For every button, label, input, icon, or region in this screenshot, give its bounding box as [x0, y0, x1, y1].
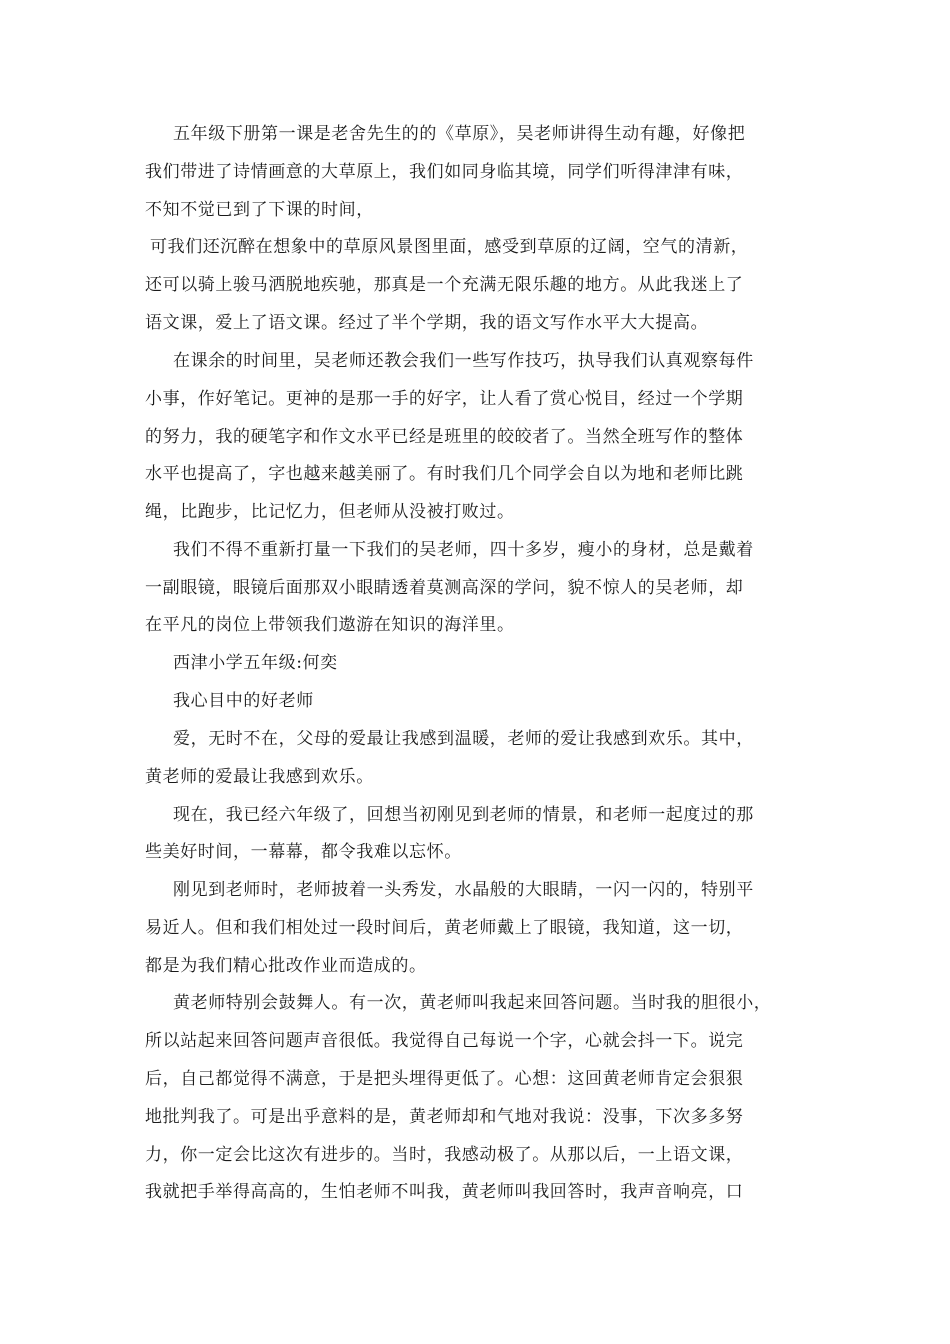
section-title: 我心目中的好老师: [173, 691, 314, 711]
text-line: 语文课，爱上了语文课。经过了半个学期，我的语文写作水平大大提高。: [145, 313, 709, 333]
text-line: 地批判我了。可是出乎意料的是，黄老师却和气地对我说：没事，下次多多努: [145, 1107, 744, 1127]
text-line: 所以站起来回答问题声音很低。我觉得自己每说一个字，心就会抖一下。说完: [145, 1031, 744, 1051]
text-line: 后，自己都觉得不满意，于是把头埋得更低了。心想：这回黄老师肯定会狠狠: [145, 1069, 744, 1089]
text-line: 小事，作好笔记。更神的是那一手的好字，让人看了赏心悦目，经过一个学期: [145, 389, 744, 409]
text-line: 绳，比跑步，比记忆力，但老师从没被打败过。: [145, 502, 515, 522]
text-line: 些美好时间，一幕幕，都令我难以忘怀。: [145, 842, 462, 862]
text-line: 我就把手举得高高的，生怕老师不叫我，黄老师叫我回答时，我声音响亮，口: [145, 1182, 744, 1202]
text-line: 刚见到老师时，老师披着一头秀发，水晶般的大眼睛，一闪一闪的，特别平: [173, 880, 754, 900]
text-line: 在课余的时间里，吴老师还教会我们一些写作技巧，执导我们认真观察每件: [173, 351, 754, 371]
text-line: 一副眼镜，眼镜后面那双小眼睛透着莫测高深的学问，貌不惊人的吴老师，却: [145, 578, 744, 598]
text-line: 易近人。但和我们相处过一段时间后，黄老师戴上了眼镜，我知道，这一切，: [145, 918, 744, 938]
text-line: 可我们还沉醉在想象中的草原风景图里面，感受到草原的辽阔，空气的清新，: [150, 237, 749, 257]
text-line: 的努力，我的硬笔字和作文水平已经是班里的皎皎者了。当然全班写作的整体: [145, 427, 744, 447]
text-line: 我们带进了诗情画意的大草原上，我们如同身临其境，同学们听得津津有味，: [145, 162, 744, 182]
text-line: 在平凡的岗位上带领我们遨游在知识的海洋里。: [145, 615, 515, 635]
text-line: 现在，我已经六年级了，回想当初刚见到老师的情景，和老师一起度过的那: [173, 805, 754, 825]
text-line: 黄老师特别会鼓舞人。有一次，黄老师叫我起来回答问题。当时我的胆很小，: [173, 993, 772, 1013]
text-line: 我们不得不重新打量一下我们的吴老师，四十多岁，瘦小的身材，总是戴着: [173, 540, 754, 560]
text-line: 力，你一定会比这次有进步的。当时，我感动极了。从那以后，一上语文课，: [145, 1145, 744, 1165]
text-line: 还可以骑上骏马洒脱地疾驰，那真是一个充满无限乐趣的地方。从此我迷上了: [145, 275, 744, 295]
text-line: 都是为我们精心批改作业而造成的。: [145, 956, 427, 976]
text-line: 黄老师的爱最让我感到欢乐。: [145, 767, 374, 787]
text-line: 爱，无时不在，父母的爱最让我感到温暖，老师的爱让我感到欢乐。其中，: [173, 729, 754, 749]
text-line: 水平也提高了，字也越来越美丽了。有时我们几个同学会自以为地和老师比跳: [145, 464, 744, 484]
text-line: 西津小学五年级:何奕: [173, 653, 338, 673]
text-line: 五年级下册第一课是老舍先生的的《草原》，吴老师讲得生动有趣，好像把: [173, 124, 746, 144]
text-line: 不知不觉已到了下课的时间，: [145, 200, 374, 220]
